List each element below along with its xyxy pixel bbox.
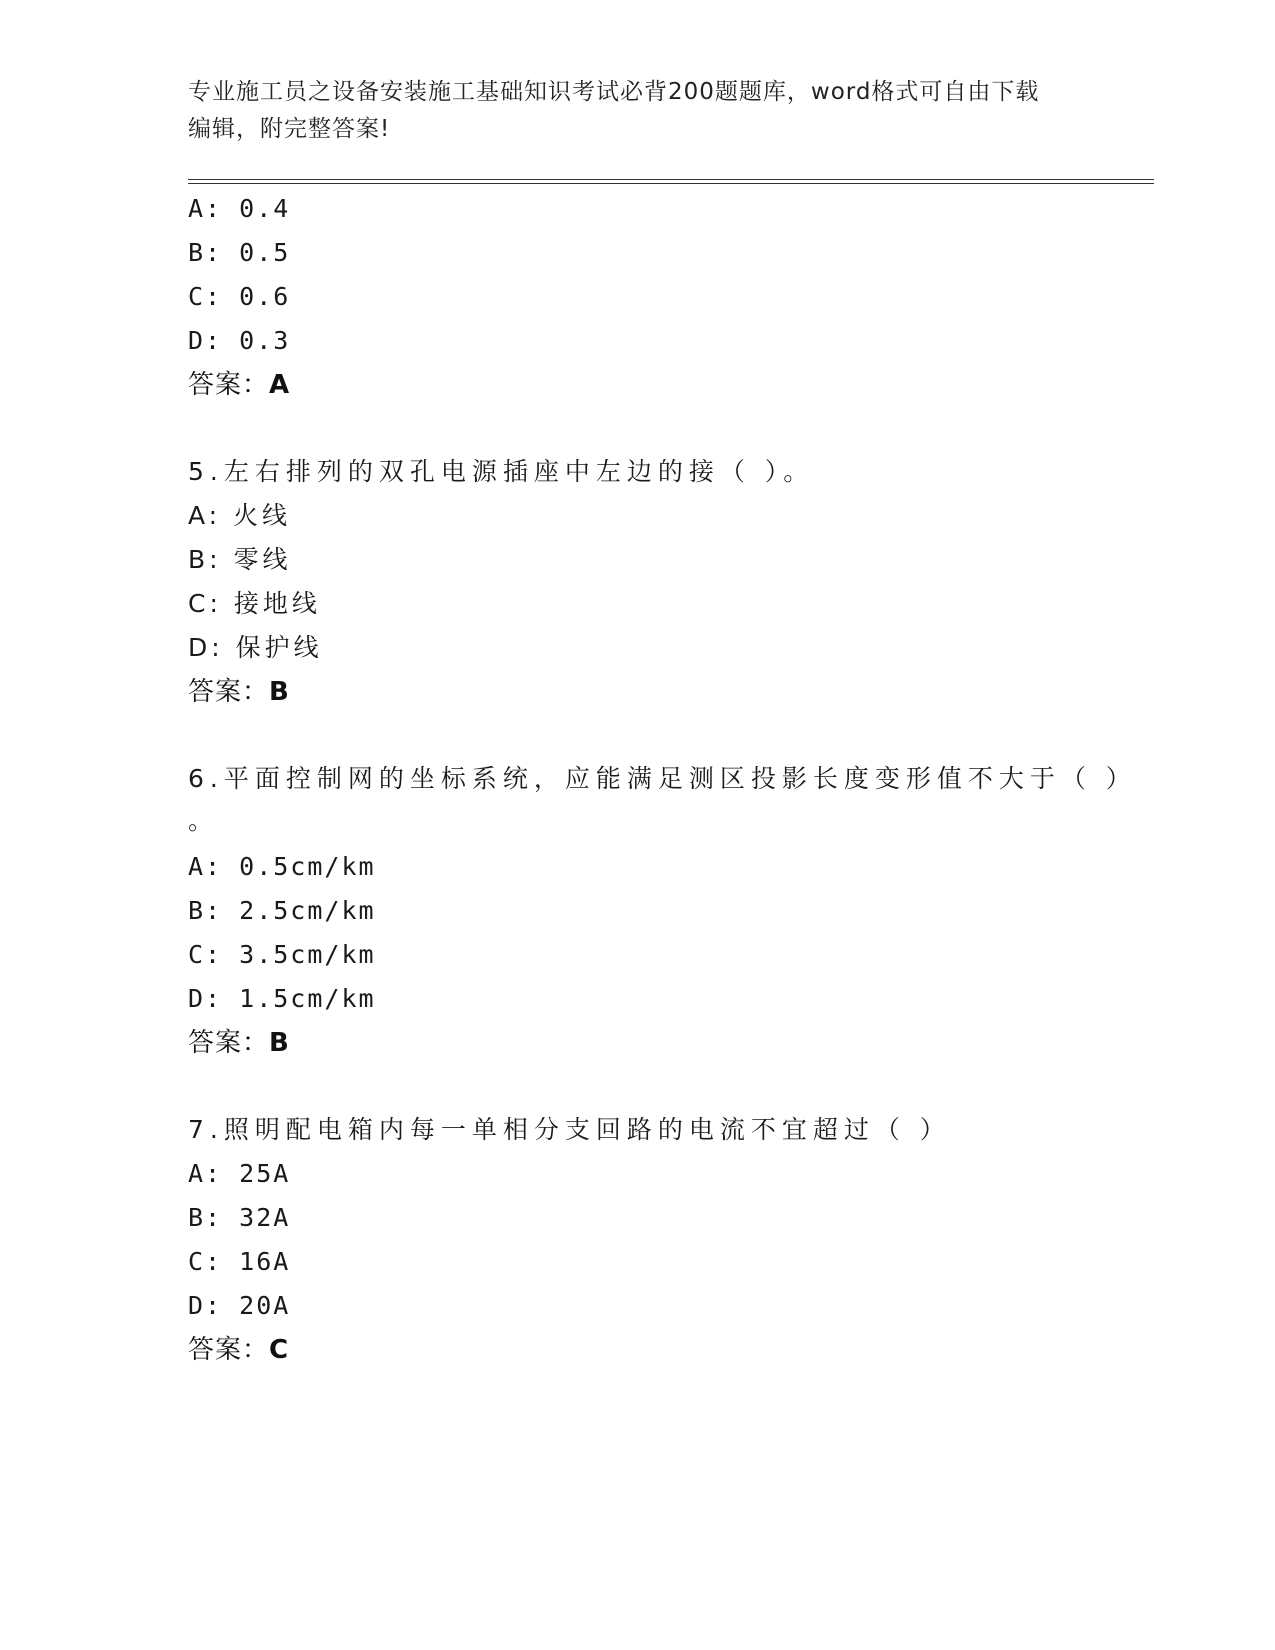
q7-option-b: B: 32A <box>188 1203 291 1232</box>
q7-answer <box>188 1335 289 1365</box>
q6-question: 6.平面控制网的坐标系统，应能满足测区投影长度变形值不大于（ ） <box>188 764 1137 793</box>
q4-option-a: A: 0.4 <box>188 194 291 223</box>
q4-option-d: D: 0.3 <box>188 326 291 355</box>
q5-option-b: B: 零线 <box>188 545 292 574</box>
q4-answer-label: 答案： <box>188 370 270 400</box>
q6-option-c: C: 3.5cm/km <box>188 940 376 969</box>
q4-option-c: C: 0.6 <box>188 282 291 311</box>
q4-option-b: B: 0.5 <box>188 238 291 267</box>
q6-answer-label: 答案： <box>188 1028 270 1058</box>
q6-answer <box>188 1028 290 1058</box>
q5-answer-value: B <box>269 677 290 707</box>
q5-option-d: D: 保护线 <box>188 633 323 662</box>
q7-answer-label: 答案： <box>188 1335 270 1365</box>
header-divider-top <box>188 179 1154 180</box>
q7-answer-value: C <box>269 1335 290 1365</box>
q5-option-a: A: 火线 <box>188 501 292 530</box>
header-title-line-1: 专业施工员之设备安装施工基础知识考试必背200题题库，word格式可自由下载 <box>188 79 1040 105</box>
q6-option-d: D: 1.5cm/km <box>188 984 376 1013</box>
q7-option-d: D: 20A <box>188 1291 291 1320</box>
header-title-line-2: 编辑，附完整答案! <box>188 116 391 142</box>
q6-question-continuation: 。 <box>188 806 220 835</box>
q6-answer-value: B <box>269 1028 290 1058</box>
q6-option-b: B: 2.5cm/km <box>188 896 376 925</box>
q5-question: 5.左右排列的双孔电源插座中左边的接（ ）。 <box>188 457 815 486</box>
q5-answer-label: 答案： <box>188 677 270 707</box>
q4-answer <box>188 370 290 400</box>
q4-answer-value: A <box>269 370 291 400</box>
q7-option-a: A: 25A <box>188 1159 291 1188</box>
header-divider-bottom <box>188 183 1154 184</box>
q6-option-a: A: 0.5cm/km <box>188 852 376 881</box>
q7-option-c: C: 16A <box>188 1247 291 1276</box>
q5-answer <box>188 677 290 707</box>
q5-option-c: C: 接地线 <box>188 589 321 618</box>
q7-question: 7.照明配电箱内每一单相分支回路的电流不宜超过（ ） <box>188 1115 951 1144</box>
document-header <box>188 74 1068 148</box>
